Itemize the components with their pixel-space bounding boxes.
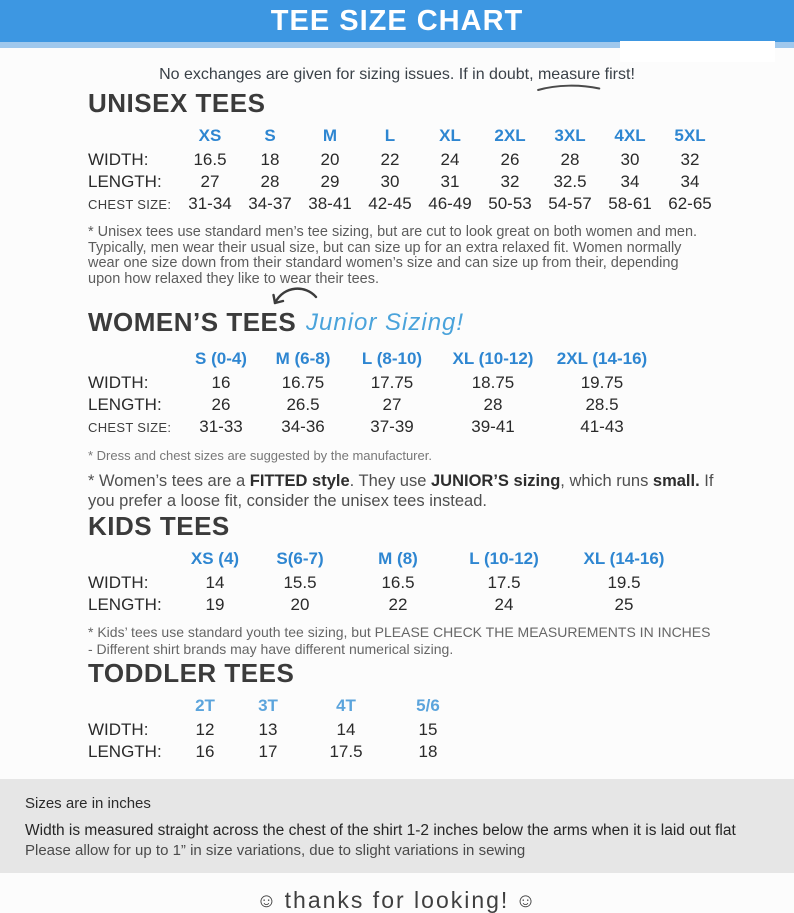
toddler-length-row <box>88 741 470 763</box>
page-title: TEE SIZE CHART <box>270 4 524 37</box>
kids-col-header: M (8) <box>378 549 418 568</box>
size-value: 32 <box>680 150 700 169</box>
size-value: 13 <box>258 720 278 739</box>
size-value: 30 <box>620 150 640 169</box>
header-banner <box>0 0 794 42</box>
kids-width-row <box>88 572 686 594</box>
kids-title: KIDS TEES <box>88 511 230 541</box>
size-value: 38-41 <box>308 194 352 213</box>
size-value: 22 <box>388 595 408 614</box>
size-value: 27 <box>200 172 220 191</box>
unisex-col-header: XL <box>439 126 461 145</box>
footer-sizes-line: Sizes are in inches <box>25 795 151 812</box>
toddler-col-header: 4T <box>336 696 356 715</box>
row-label: CHEST SIZE: <box>88 196 172 212</box>
womens-table <box>88 347 658 438</box>
size-value: 20 <box>320 150 340 169</box>
size-value: 16 <box>211 373 231 392</box>
notice-underlined-word: measure <box>538 66 600 84</box>
kids-table <box>88 547 686 616</box>
unisex-header-row <box>88 124 720 149</box>
white-notch <box>620 41 775 62</box>
size-value: 17.5 <box>487 573 521 592</box>
size-value: 17 <box>258 742 278 761</box>
kids-section <box>0 511 794 541</box>
kids-col-header: L (10-12) <box>469 549 539 568</box>
row-label: WIDTH: <box>88 573 149 592</box>
womens-col-header: L (8-10) <box>361 349 423 368</box>
row-label: LENGTH: <box>88 742 162 761</box>
toddler-title: TODDLER TEES <box>88 658 295 688</box>
kids-col-header: XS (4) <box>190 549 240 568</box>
footer-info-band <box>0 779 794 873</box>
size-value: 39-41 <box>471 417 515 436</box>
womens-section <box>0 307 794 341</box>
size-value: 26 <box>211 395 231 414</box>
exchange-notice <box>0 66 794 88</box>
row-label: CHEST SIZE: <box>88 419 172 435</box>
unisex-note: * Unisex tees use standard men’s tee sizing, but are cut to look great on both women and men. Typically, men wear their usual size, but can size up for an extra relaxed fit. Women normally wear one size down from their standard women’s size and can size up from their, depending upon how relaxed they like to wear their tees. <box>88 224 698 287</box>
womens-chest-row <box>88 416 658 438</box>
footer-variation-line: Please allow for up to 1” in size variations, due to slight variations in sewing <box>25 842 526 859</box>
toddler-col-header: 2T <box>195 696 215 715</box>
unisex-table <box>88 124 720 215</box>
toddler-section <box>0 658 794 688</box>
unisex-width-row <box>88 149 720 171</box>
size-value: 34 <box>620 172 640 191</box>
womens-width-row <box>88 372 658 394</box>
womens-title-row <box>88 307 754 341</box>
size-value: 37-39 <box>370 417 414 436</box>
row-label: WIDTH: <box>88 150 149 169</box>
womens-col-header: S (0-4) <box>195 349 247 368</box>
size-value: 14 <box>336 720 356 739</box>
size-value: 18.75 <box>471 373 515 392</box>
underline-swoosh-icon <box>536 83 601 92</box>
row-label: WIDTH: <box>88 373 149 392</box>
womens-note-fitted: * Women’s tees are a FITTED style. They use JUNIOR’S sizing, which runs small. If you prefer a loose fit, consider the unisex tees instead. <box>88 472 714 510</box>
womens-note-manufacturer: * Dress and chest sizes are suggested by the manufacturer. <box>88 448 432 463</box>
size-value: 46-49 <box>428 194 472 213</box>
size-value: 15.5 <box>283 573 317 592</box>
unisex-title: UNISEX TEES <box>88 88 266 118</box>
size-value: 28 <box>483 395 503 414</box>
toddler-header-row <box>88 694 470 719</box>
unisex-col-header: 5XL <box>674 126 706 145</box>
size-value: 28 <box>260 172 280 191</box>
size-value: 18 <box>418 742 438 761</box>
size-value: 19 <box>205 595 225 614</box>
size-value: 17.5 <box>329 742 363 761</box>
size-value: 62-65 <box>668 194 712 213</box>
kids-note-wrap <box>0 624 794 658</box>
size-value: 34-36 <box>281 417 325 436</box>
unisex-length-row <box>88 171 720 193</box>
size-value: 28.5 <box>585 395 619 414</box>
unisex-col-header: S <box>264 126 276 145</box>
thanks-line <box>0 887 794 913</box>
toddler-col-header: 5/6 <box>416 696 440 715</box>
unisex-col-header: L <box>384 126 396 145</box>
size-value: 25 <box>614 595 634 614</box>
size-value: 16.5 <box>381 573 415 592</box>
size-value: 30 <box>380 172 400 191</box>
unisex-note-wrap <box>0 225 794 287</box>
size-value: 34-37 <box>248 194 292 213</box>
size-value: 18 <box>260 150 280 169</box>
size-value: 16.5 <box>193 150 227 169</box>
kids-note: * Kids’ tees use standard youth tee sizing, but PLEASE CHECK THE MEASUREMENTS IN INCHES - Different shirt brands may have different numerical sizing. <box>88 624 711 657</box>
thanks-text: thanks for looking! <box>284 887 510 913</box>
row-label: WIDTH: <box>88 720 149 739</box>
womens-col-header: M (6-8) <box>275 349 331 368</box>
size-value: 34 <box>680 172 700 191</box>
size-value: 28 <box>560 150 580 169</box>
size-value: 14 <box>205 573 225 592</box>
unisex-col-header: 2XL <box>494 126 526 145</box>
size-value: 24 <box>494 595 514 614</box>
size-value: 19.5 <box>607 573 641 592</box>
size-value: 22 <box>380 150 400 169</box>
size-value: 32 <box>500 172 520 191</box>
kids-header-row <box>88 547 686 572</box>
size-value: 31 <box>440 172 460 191</box>
womens-title: WOMEN’S TEES <box>88 307 297 337</box>
size-value: 26.5 <box>286 395 320 414</box>
size-value: 24 <box>440 150 460 169</box>
unisex-section <box>0 88 794 118</box>
size-value: 12 <box>195 720 215 739</box>
smiley-icon: ☺ <box>515 890 538 912</box>
junior-sizing-annotation: Junior Sizing! <box>306 309 465 336</box>
womens-col-header: XL (10-12) <box>452 349 534 368</box>
size-value: 58-61 <box>608 194 652 213</box>
toddler-col-header: 3T <box>258 696 278 715</box>
size-value: 54-57 <box>548 194 592 213</box>
row-label: LENGTH: <box>88 172 162 191</box>
womens-header-row <box>88 347 658 372</box>
unisex-col-header: M <box>322 126 338 145</box>
womens-col-header: 2XL (14-16) <box>556 349 648 368</box>
size-value: 31-34 <box>188 194 232 213</box>
footer-width-line: Width is measured straight across the chest of the shirt 1-2 inches below the arms when it is laid out flat <box>25 822 736 839</box>
unisex-col-header: XS <box>198 126 222 145</box>
smiley-icon: ☺ <box>256 890 279 912</box>
size-value: 15 <box>418 720 438 739</box>
kids-length-row <box>88 594 686 616</box>
size-value: 31-33 <box>199 417 243 436</box>
row-label: LENGTH: <box>88 595 162 614</box>
size-value: 17.75 <box>370 373 414 392</box>
size-value: 26 <box>500 150 520 169</box>
notice-text-before: No exchanges are given for sizing issues. If in doubt, <box>159 66 538 83</box>
size-value: 20 <box>290 595 310 614</box>
size-value: 19.75 <box>580 373 624 392</box>
size-value: 50-53 <box>488 194 532 213</box>
notice-text-after: first! <box>600 66 635 83</box>
size-value: 27 <box>382 395 402 414</box>
size-value: 29 <box>320 172 340 191</box>
kids-col-header: S(6-7) <box>276 549 324 568</box>
toddler-width-row <box>88 719 470 741</box>
row-label: LENGTH: <box>88 395 162 414</box>
unisex-col-header: 3XL <box>554 126 586 145</box>
size-value: 16.75 <box>281 373 325 392</box>
womens-length-row <box>88 394 658 416</box>
size-value: 41-43 <box>580 417 624 436</box>
size-value: 32.5 <box>553 172 587 191</box>
kids-col-header: XL (14-16) <box>583 549 665 568</box>
unisex-col-header: 4XL <box>614 126 646 145</box>
size-value: 16 <box>195 742 215 761</box>
unisex-chest-row <box>88 193 720 215</box>
womens-notes-wrap <box>0 448 794 511</box>
size-value: 42-45 <box>368 194 412 213</box>
toddler-table <box>88 694 470 763</box>
